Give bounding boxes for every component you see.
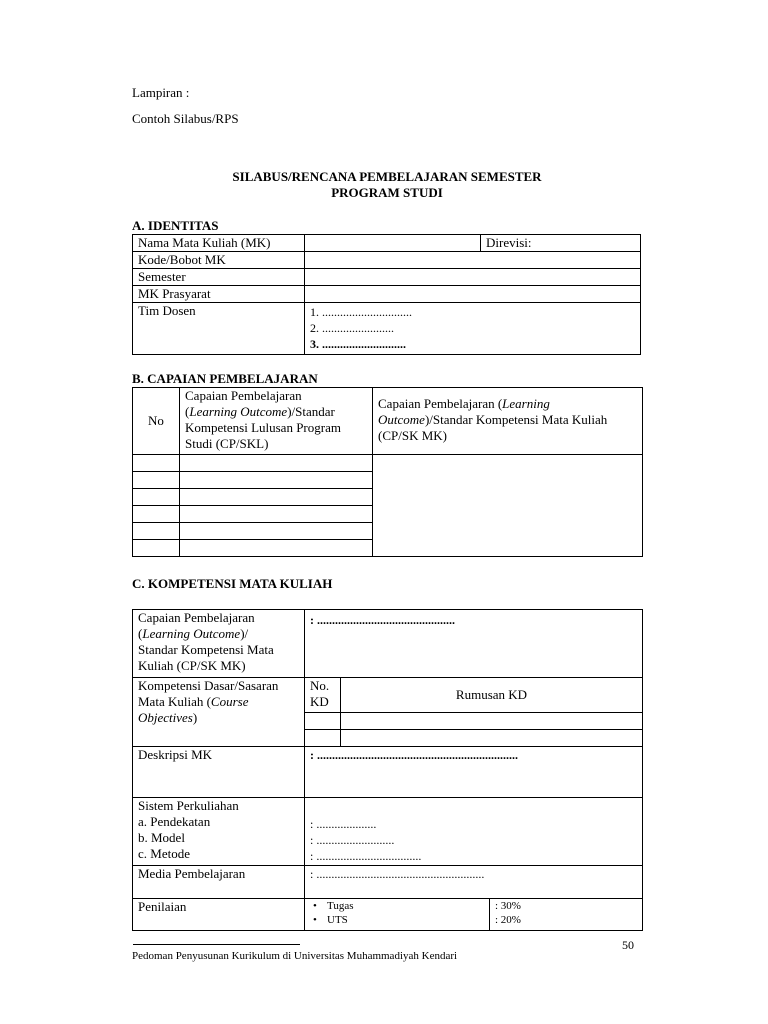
col-mk-header: [373, 388, 643, 455]
cp-line-4: Kuliah (CP/SK MK): [138, 658, 246, 673]
footer-text: Pedoman Penyusunan Kurikulum di Universitas Muhammadiyah Kendari: [132, 950, 458, 962]
no-kd-line-2: KD: [310, 694, 329, 709]
no-kd-header: [305, 678, 341, 713]
bullet-icon: •: [313, 914, 317, 926]
table-cell[interactable]: [180, 472, 373, 489]
table-row[interactable]: [133, 472, 180, 489]
deskripsi-value[interactable]: : ...................................................................: [305, 747, 643, 798]
page-subtitle: PROGRAM STUDI: [331, 185, 443, 200]
penilaian-value: [305, 899, 643, 931]
table-cell[interactable]: [180, 523, 373, 540]
mk-line-2: Outcome)/Standar Kompetensi Mata Kuliah: [378, 412, 608, 427]
metode-value: : ...................................: [310, 849, 422, 863]
dosen-3: 3. ............................: [310, 337, 406, 351]
no-kd-line-1: No.: [310, 678, 330, 693]
kd-line-3: Objectives): [138, 710, 198, 725]
section-c-heading: C. KOMPETENSI MATA KULIAH: [132, 576, 333, 591]
section-b-heading: B. CAPAIAN PEMBELAJARAN: [132, 371, 318, 386]
footer-divider: [133, 944, 300, 945]
cp-value[interactable]: : ..............................................: [305, 610, 643, 678]
kd-no-cell[interactable]: [305, 730, 341, 747]
table-cell[interactable]: [180, 455, 373, 472]
rumusan-kd-header: Rumusan KD: [341, 678, 643, 713]
tugas-pct: : 30%: [495, 900, 521, 912]
bullet-icon: •: [313, 900, 317, 912]
table-cell[interactable]: [180, 506, 373, 523]
pendekatan-value: : ....................: [310, 817, 377, 831]
skl-line-2: (Learning Outcome)/Standar: [185, 404, 335, 419]
kd-line-2: Mata Kuliah (Course: [138, 694, 249, 709]
tim-dosen-value: [305, 303, 641, 355]
media-value[interactable]: : ........................................................: [305, 866, 643, 899]
kompetensi-table: [132, 609, 643, 931]
direvisi-label: Direvisi:: [481, 235, 641, 252]
metode-label: c. Metode: [138, 846, 190, 861]
table-cell[interactable]: [180, 540, 373, 557]
penilaian-label: Penilaian: [133, 899, 305, 931]
sistem-title: Sistem Perkuliahan: [138, 798, 239, 813]
semester-label: Semester: [133, 269, 305, 286]
nama-mk-label: Nama Mata Kuliah (MK): [133, 235, 305, 252]
tugas-item: • Tugas: [313, 900, 354, 912]
col-skl-header: [180, 388, 373, 455]
skl-line-3: Kompetensi Lulusan Program: [185, 420, 341, 435]
cp-line-1: Capaian Pembelajaran: [138, 610, 255, 625]
cp-label: [133, 610, 305, 678]
skl-line-1: Capaian Pembelajaran: [185, 388, 302, 403]
kd-rumusan-cell[interactable]: [341, 730, 643, 747]
mk-line-3: (CP/SK MK): [378, 428, 447, 443]
prasyarat-value[interactable]: [305, 286, 641, 303]
dosen-1: 1. ..............................: [310, 305, 412, 319]
section-a-heading: A. IDENTITAS: [132, 218, 219, 233]
kode-label: Kode/Bobot MK: [133, 252, 305, 269]
col-no-header: No: [133, 388, 180, 455]
capaian-table: [132, 387, 643, 557]
tim-dosen-label: Tim Dosen: [133, 303, 305, 355]
dosen-2: 2. ........................: [310, 321, 394, 335]
table-row[interactable]: [133, 540, 180, 557]
pendekatan-label: a. Pendekatan: [138, 814, 211, 829]
skl-line-4: Studi (CP/SKL): [185, 436, 269, 451]
deskripsi-label: Deskripsi MK: [133, 747, 305, 798]
uts-pct: : 20%: [495, 914, 521, 926]
page-number: 50: [622, 938, 634, 952]
model-label: b. Model: [138, 830, 185, 845]
mk-body-cell[interactable]: [373, 455, 643, 557]
nama-mk-value[interactable]: [305, 235, 481, 252]
kode-value[interactable]: [305, 252, 641, 269]
lampiran-label: Lampiran :: [132, 85, 190, 100]
semester-value[interactable]: [305, 269, 641, 286]
sistem-label: [133, 798, 305, 866]
table-row[interactable]: [133, 523, 180, 540]
mk-line-1: Capaian Pembelajaran (Learning: [378, 396, 550, 411]
media-label: Media Pembelajaran: [133, 866, 305, 899]
prasyarat-label: MK Prasyarat: [133, 286, 305, 303]
table-cell[interactable]: [180, 489, 373, 506]
table-row[interactable]: [133, 455, 180, 472]
identitas-table: [132, 234, 641, 355]
contoh-label: Contoh Silabus/RPS: [132, 111, 239, 126]
cp-line-2: (Learning Outcome)/: [138, 626, 249, 641]
kd-no-cell[interactable]: [305, 713, 341, 730]
kd-label: [133, 678, 305, 747]
kd-line-1: Kompetensi Dasar/Sasaran: [138, 678, 279, 693]
cp-line-3: Standar Kompetensi Mata: [138, 642, 274, 657]
table-row[interactable]: [133, 489, 180, 506]
kd-rumusan-cell[interactable]: [341, 713, 643, 730]
model-value: : ..........................: [310, 833, 395, 847]
sistem-value[interactable]: [305, 798, 643, 866]
page-title: SILABUS/RENCANA PEMBELAJARAN SEMESTER: [232, 169, 542, 184]
table-row[interactable]: [133, 506, 180, 523]
uts-item: • UTS: [313, 914, 348, 926]
